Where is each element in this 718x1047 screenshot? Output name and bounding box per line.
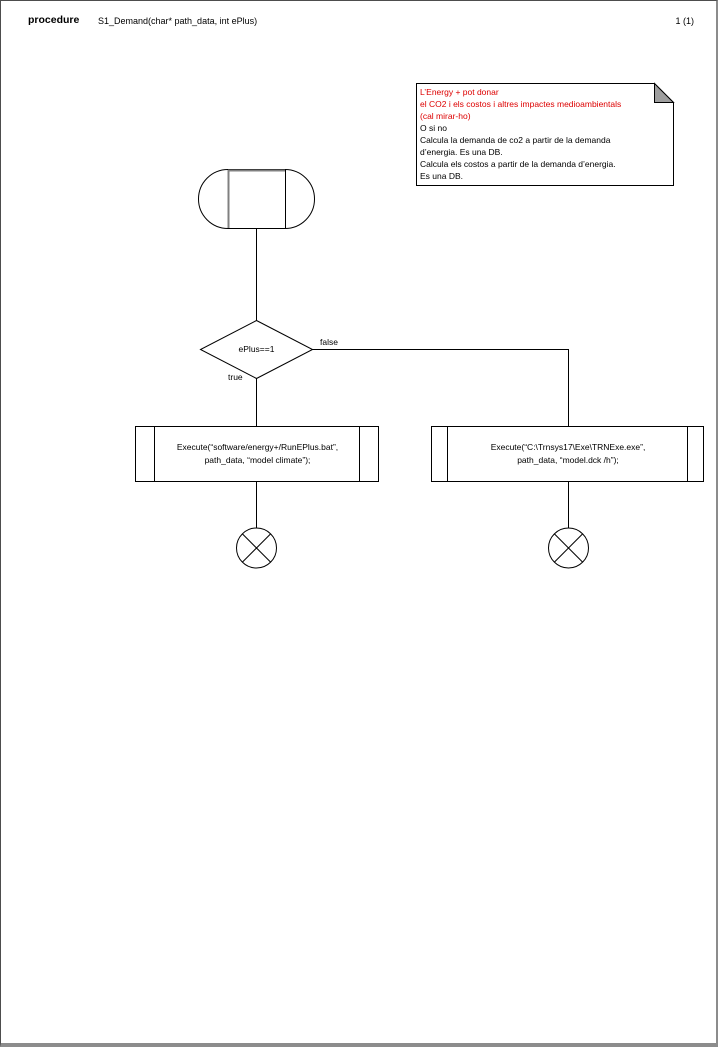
false-branch-label: false: [320, 337, 338, 347]
decision-label: ePlus==1: [238, 344, 275, 354]
note-line: d’energia. Es una DB.: [420, 147, 503, 157]
process-left-text: [155, 441, 360, 481]
page-number: 1 (1): [675, 16, 694, 26]
process-left-line1: Execute(“software/energy+/RunEPlus.bat”,: [176, 442, 339, 452]
note-line: Calcula la demanda de co2 a partir de la demanda: [420, 135, 611, 145]
process-right-text: [448, 441, 688, 481]
process-left-line2: path_data, “model climate”);: [204, 455, 311, 465]
start-symbol[interactable]: [199, 170, 315, 229]
note-line: (cal mirar-ho): [420, 111, 471, 121]
process-right-line1: Execute(“C:\Trnsys17\Exe\TRNExe.exe”,: [490, 442, 646, 452]
note-line: Calcula els costos a partir de la demanda d’energia.: [420, 159, 616, 169]
process-right-line2: path_data, “model.dck /h”);: [517, 455, 619, 465]
note-line: L’Energy + pot donar: [420, 87, 499, 97]
procedure-kind-label: procedure: [28, 14, 80, 26]
note-line: Es una DB.: [420, 171, 463, 181]
note-line: el CO2 i els costos i altres impactes medioambientals: [420, 99, 622, 109]
true-branch-label: true: [228, 372, 243, 382]
note-text: [420, 86, 670, 182]
note-line: O si no: [420, 123, 447, 133]
procedure-signature: S1_Demand(char* path_data, int ePlus): [98, 16, 258, 26]
false-branch-connector[interactable]: [313, 350, 569, 427]
